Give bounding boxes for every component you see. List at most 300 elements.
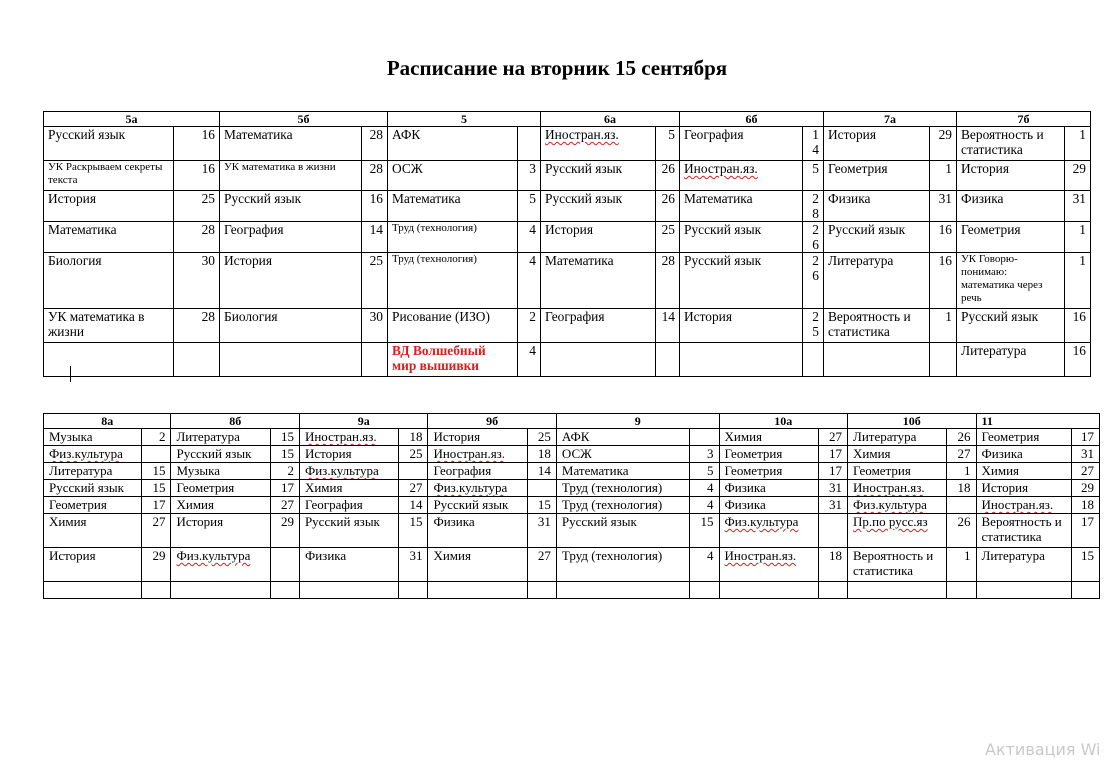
subject-name: Геометрия	[724, 463, 783, 478]
subject-cell	[220, 161, 362, 191]
subject-cell	[388, 253, 518, 309]
lesson-row	[44, 582, 1100, 599]
subject-name: Химия	[981, 463, 1020, 478]
subject-cell	[44, 463, 142, 480]
subject-name: Русский язык	[433, 497, 509, 512]
room-number: 16	[930, 222, 957, 253]
subject-cell	[171, 429, 270, 446]
subject-name: Физика	[981, 446, 1023, 461]
room-number: 5	[803, 161, 824, 191]
room-number: 31	[930, 191, 957, 222]
subject-cell	[388, 309, 518, 343]
room-number: 17	[142, 497, 171, 514]
subject-cell	[44, 222, 174, 253]
room-number: 26	[656, 191, 680, 222]
subject-name: Химия	[176, 497, 214, 512]
room-number: 27	[270, 497, 299, 514]
room-number: 29	[1071, 480, 1099, 497]
subject-cell	[388, 161, 518, 191]
subject-cell	[171, 548, 270, 582]
lesson-row	[44, 548, 1100, 582]
subject-name: УК Говорю- понимаю: математика через речь	[961, 253, 1043, 304]
room-number: 25	[656, 222, 680, 253]
subject-cell	[976, 429, 1071, 446]
subject-cell	[171, 480, 270, 497]
room-number: 5	[690, 463, 719, 480]
subject-cell	[719, 514, 818, 548]
subject-name: Литература	[961, 343, 1027, 358]
room-number: 27	[818, 429, 847, 446]
room-number	[362, 343, 388, 377]
room-number: 29	[142, 548, 171, 582]
subject-cell	[556, 446, 690, 463]
room-number	[656, 343, 680, 377]
subject-cell	[171, 446, 270, 463]
room-number	[1071, 582, 1099, 599]
subject-cell	[976, 480, 1071, 497]
room-number	[690, 582, 719, 599]
schedule-table-grades-8-11	[43, 413, 1100, 599]
subject-cell	[848, 480, 947, 497]
subject-name: История	[176, 514, 224, 529]
subject-cell	[299, 514, 398, 548]
subject-cell	[171, 463, 270, 480]
subject-cell	[680, 222, 803, 253]
subject-cell	[848, 514, 947, 548]
room-number: 4	[518, 222, 541, 253]
subject-cell	[680, 161, 803, 191]
lesson-row	[44, 480, 1100, 497]
subject-name: УК математика в жизни	[224, 161, 336, 173]
subject-cell	[220, 222, 362, 253]
room-number	[947, 582, 976, 599]
room-number: 15	[527, 497, 556, 514]
subject-cell	[719, 582, 818, 599]
subject-cell	[848, 463, 947, 480]
subject-cell	[44, 480, 142, 497]
class-header: 8а	[44, 414, 171, 429]
schedule-table-grades-5-7	[43, 111, 1091, 377]
subject-name: География	[433, 463, 492, 478]
room-number: 15	[270, 446, 299, 463]
subject-cell	[556, 429, 690, 446]
room-number: 17	[818, 446, 847, 463]
subject-name: История	[684, 309, 733, 324]
subject-cell	[824, 343, 930, 377]
subject-cell	[220, 309, 362, 343]
subject-cell	[541, 253, 656, 309]
room-number: 16	[174, 127, 220, 161]
subject-name: История	[48, 191, 97, 206]
class-header: 8б	[171, 414, 299, 429]
lesson-row	[44, 309, 1091, 343]
subject-name: АФК	[561, 429, 590, 444]
subject-cell	[44, 548, 142, 582]
room-number	[142, 446, 171, 463]
room-number: 25	[803, 309, 824, 343]
subject-cell	[976, 463, 1071, 480]
room-number	[399, 582, 428, 599]
subject-name: География	[304, 497, 363, 512]
lesson-row	[44, 343, 1091, 377]
lesson-row	[44, 161, 1091, 191]
room-number: 30	[362, 309, 388, 343]
subject-name: Физика	[724, 480, 766, 495]
class-header: 9	[556, 414, 719, 429]
subject-cell	[171, 514, 270, 548]
room-number: 16	[930, 253, 957, 309]
subject-cell	[957, 127, 1065, 161]
subject-name: Литература	[176, 429, 240, 444]
subject-name: Иностран.яз.	[684, 161, 758, 176]
subject-name: Русский язык	[48, 127, 126, 142]
room-number: 28	[803, 191, 824, 222]
subject-cell	[388, 222, 518, 253]
subject-name: Рисование (ИЗО)	[392, 309, 490, 324]
subject-name: Русский язык	[561, 514, 637, 529]
subject-cell	[428, 446, 527, 463]
subject-name: Математика	[545, 253, 614, 268]
subject-name: Химия	[304, 480, 343, 495]
subject-cell	[299, 446, 398, 463]
subject-cell	[299, 463, 398, 480]
room-number: 14	[399, 497, 428, 514]
room-number: 31	[818, 497, 847, 514]
room-number: 3	[690, 446, 719, 463]
subject-name: Русский язык	[545, 191, 623, 206]
room-number: 25	[362, 253, 388, 309]
subject-cell	[44, 191, 174, 222]
subject-name: Физ.культура	[304, 463, 379, 478]
subject-cell	[824, 127, 930, 161]
room-number: 27	[947, 446, 976, 463]
subject-name: Математика	[561, 463, 629, 478]
page-title: Расписание на вторник 15 сентября	[386, 56, 728, 80]
subject-name: История	[961, 161, 1010, 176]
subject-name: Геометрия	[981, 429, 1040, 444]
subject-cell	[299, 582, 398, 599]
room-number: 29	[270, 514, 299, 548]
lesson-row	[44, 514, 1100, 548]
subject-cell	[44, 127, 174, 161]
subject-name: Литература	[49, 463, 113, 478]
subject-name: Русский язык	[224, 191, 302, 206]
subject-name: Литература	[853, 429, 917, 444]
room-number	[930, 343, 957, 377]
subject-cell	[824, 309, 930, 343]
room-number: 1	[930, 309, 957, 343]
room-number: 15	[142, 463, 171, 480]
subject-name: Геометрия	[724, 446, 783, 461]
subject-name: Иностран.яз.	[724, 548, 797, 563]
subject-name: Пр.по русс.яз	[853, 514, 928, 529]
room-number: 18	[527, 446, 556, 463]
subject-cell	[541, 191, 656, 222]
subject-name: Музыка	[49, 429, 93, 444]
subject-cell	[44, 161, 174, 191]
room-number	[527, 480, 556, 497]
room-number: 29	[1065, 161, 1091, 191]
subject-name: Биология	[48, 253, 102, 268]
room-number: 26	[947, 514, 976, 548]
subject-name: Физ.культура	[176, 548, 251, 563]
lesson-row	[44, 222, 1091, 253]
subject-name: Математика	[224, 127, 293, 142]
room-number: 1	[1065, 253, 1091, 309]
subject-name: УК Раскрываем секреты текста	[48, 161, 163, 186]
room-number: 14	[527, 463, 556, 480]
lesson-row	[44, 429, 1100, 446]
room-number: 28	[656, 253, 680, 309]
subject-cell	[428, 480, 527, 497]
room-number: 4	[690, 548, 719, 582]
subject-cell	[976, 582, 1071, 599]
subject-cell	[957, 309, 1065, 343]
room-number: 31	[1071, 446, 1099, 463]
room-number: 25	[527, 429, 556, 446]
subject-cell	[556, 463, 690, 480]
subject-cell	[848, 548, 947, 582]
subject-cell	[556, 548, 690, 582]
subject-cell	[44, 582, 142, 599]
room-number: 31	[399, 548, 428, 582]
subject-name: История	[304, 446, 352, 461]
subject-cell	[957, 253, 1065, 309]
room-number	[174, 343, 220, 377]
room-number: 27	[399, 480, 428, 497]
subject-name: АФК	[392, 127, 421, 142]
subject-name: Математика	[684, 191, 753, 206]
subject-cell	[556, 514, 690, 548]
subject-name: Труд (технология)	[392, 222, 477, 234]
room-number: 2	[270, 463, 299, 480]
room-number: 3	[518, 161, 541, 191]
subject-cell	[556, 582, 690, 599]
subject-name: Физика	[724, 497, 766, 512]
room-number	[518, 127, 541, 161]
room-number: 17	[270, 480, 299, 497]
subject-name: Вероятность и статистика	[961, 127, 1044, 157]
room-number: 27	[1071, 463, 1099, 480]
room-number: 1	[930, 161, 957, 191]
subject-cell	[680, 191, 803, 222]
room-number	[803, 343, 824, 377]
room-number: 2	[518, 309, 541, 343]
lesson-row	[44, 463, 1100, 480]
subject-cell	[976, 446, 1071, 463]
subject-cell	[220, 343, 362, 377]
subject-cell	[44, 429, 142, 446]
subject-name: Биология	[224, 309, 278, 324]
subject-name: География	[224, 222, 284, 237]
subject-cell	[824, 191, 930, 222]
subject-name: Иностран.яз.	[433, 446, 506, 461]
subject-cell	[428, 548, 527, 582]
subject-cell	[299, 548, 398, 582]
subject-cell	[848, 429, 947, 446]
subject-cell	[680, 127, 803, 161]
room-number: 14	[362, 222, 388, 253]
subject-cell	[44, 309, 174, 343]
subject-name: Геометрия	[828, 161, 888, 176]
room-number: 17	[818, 463, 847, 480]
subject-name: Математика	[392, 191, 461, 206]
subject-cell	[44, 446, 142, 463]
lesson-row	[44, 127, 1091, 161]
subject-name: Химия	[49, 514, 87, 529]
subject-name: Русский язык	[684, 253, 762, 268]
subject-name: Литература	[828, 253, 894, 268]
room-number	[690, 429, 719, 446]
subject-cell	[719, 429, 818, 446]
room-number: 27	[142, 514, 171, 548]
subject-cell	[428, 463, 527, 480]
lesson-row	[44, 446, 1100, 463]
subject-cell	[541, 127, 656, 161]
room-number: 17	[1071, 429, 1099, 446]
subject-cell	[848, 446, 947, 463]
subject-cell	[220, 127, 362, 161]
room-number	[947, 497, 976, 514]
subject-cell	[44, 343, 174, 377]
class-header-row	[44, 414, 1100, 429]
subject-cell	[299, 480, 398, 497]
subject-cell	[171, 497, 270, 514]
room-number: 1	[947, 463, 976, 480]
subject-cell	[848, 582, 947, 599]
subject-name: История	[828, 127, 877, 142]
room-number	[142, 582, 171, 599]
room-number: 28	[174, 222, 220, 253]
room-number: 15	[690, 514, 719, 548]
room-number: 18	[947, 480, 976, 497]
class-header: 6а	[541, 112, 680, 127]
subject-name: ОСЖ	[561, 446, 592, 461]
subject-name: Иностран.яз.	[981, 497, 1054, 512]
room-number	[399, 463, 428, 480]
subject-cell	[556, 497, 690, 514]
subject-cell	[556, 480, 690, 497]
subject-cell	[719, 480, 818, 497]
room-number	[818, 582, 847, 599]
subject-name: География	[545, 309, 605, 324]
subject-name: Геометрия	[176, 480, 235, 495]
windows-activation-watermark: Активация Wi	[985, 740, 1101, 759]
lesson-row	[44, 497, 1100, 514]
room-number: 28	[362, 161, 388, 191]
lesson-row	[44, 191, 1091, 222]
class-header: 5	[388, 112, 541, 127]
subject-name: Геометрия	[961, 222, 1021, 237]
room-number: 31	[527, 514, 556, 548]
subject-cell	[719, 497, 818, 514]
room-number: 28	[174, 309, 220, 343]
room-number: 28	[362, 127, 388, 161]
room-number: 26	[803, 222, 824, 253]
subject-cell	[299, 497, 398, 514]
room-number: 5	[518, 191, 541, 222]
room-number: 16	[1065, 343, 1091, 377]
room-number	[270, 548, 299, 582]
subject-cell	[976, 497, 1071, 514]
room-number: 4	[518, 343, 541, 377]
room-number: 26	[803, 253, 824, 309]
room-number: 1	[947, 548, 976, 582]
subject-name: Физика	[433, 514, 475, 529]
room-number: 2	[142, 429, 171, 446]
subject-cell	[388, 343, 518, 377]
room-number: 15	[142, 480, 171, 497]
room-number: 15	[270, 429, 299, 446]
class-header: 11	[976, 414, 1100, 429]
subject-name: История	[224, 253, 273, 268]
room-number: 30	[174, 253, 220, 309]
room-number: 31	[818, 480, 847, 497]
subject-cell	[848, 497, 947, 514]
subject-name: Вероятность и статистика	[828, 309, 911, 339]
room-number: 18	[1071, 497, 1099, 514]
subject-name: Труд (технология)	[392, 253, 477, 265]
room-number	[818, 514, 847, 548]
subject-name: Физ.культура	[433, 480, 508, 495]
room-number	[527, 582, 556, 599]
class-header: 5б	[220, 112, 388, 127]
subject-name: Русский язык	[961, 309, 1039, 324]
subject-cell	[428, 582, 527, 599]
room-number: 25	[174, 191, 220, 222]
subject-name: Физика	[961, 191, 1004, 206]
class-header: 10б	[848, 414, 976, 429]
subject-cell	[220, 191, 362, 222]
text-cursor	[70, 366, 71, 382]
room-number: 4	[690, 497, 719, 514]
class-header: 7а	[824, 112, 957, 127]
class-header: 10а	[719, 414, 847, 429]
room-number: 16	[1065, 309, 1091, 343]
subject-cell	[44, 253, 174, 309]
subject-cell	[428, 497, 527, 514]
subject-cell	[299, 429, 398, 446]
room-number: 15	[399, 514, 428, 548]
subject-name: Иностран.яз.	[853, 480, 925, 495]
room-number: 27	[527, 548, 556, 582]
subject-cell	[541, 343, 656, 377]
subject-cell	[824, 253, 930, 309]
subject-cell	[220, 253, 362, 309]
class-header: 6б	[680, 112, 824, 127]
subject-name: Русский язык	[828, 222, 906, 237]
room-number: 4	[690, 480, 719, 497]
room-number: 5	[656, 127, 680, 161]
subject-cell	[428, 514, 527, 548]
subject-name: Литература	[981, 548, 1045, 563]
subject-name: Труд (технология)	[561, 480, 663, 495]
room-number: 16	[174, 161, 220, 191]
room-number: 1	[1065, 127, 1091, 161]
room-number: 26	[947, 429, 976, 446]
subject-name: Вероятность и статистика	[853, 548, 934, 578]
subject-name: Иностран.яз.	[545, 127, 619, 142]
room-number: 18	[399, 429, 428, 446]
subject-name: История	[49, 548, 96, 563]
room-number: 15	[1071, 548, 1099, 582]
room-number: 31	[1065, 191, 1091, 222]
subject-cell	[388, 127, 518, 161]
room-number: 14	[803, 127, 824, 161]
subject-name: Физ.культура	[853, 497, 927, 512]
subject-cell	[957, 222, 1065, 253]
room-number	[270, 582, 299, 599]
